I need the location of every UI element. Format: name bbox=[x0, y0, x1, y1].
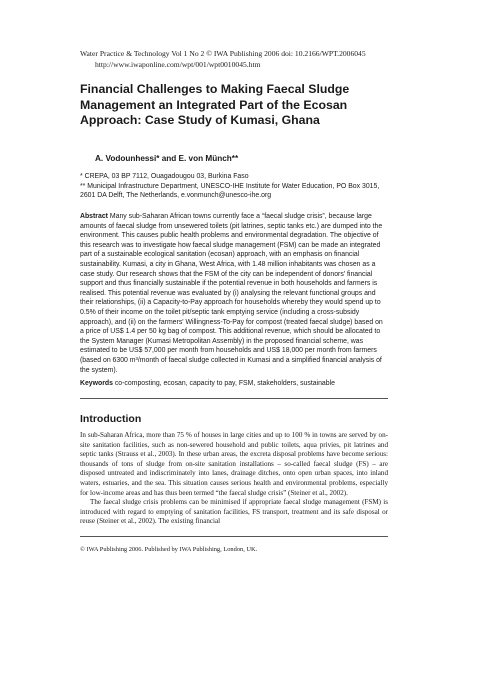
footer-divider bbox=[80, 536, 388, 537]
abstract-label: Abstract bbox=[80, 213, 108, 220]
introduction-heading: Introduction bbox=[80, 413, 142, 425]
journal-url[interactable]: http://www.iwaponline.com/wpt/001/wpt0010045.htm bbox=[95, 60, 261, 69]
introduction-paragraph-1: In sub-Saharan Africa, more than 75 % of houses in large cities and up to 100 % in towns are served by on-site sanitation facilities, such as non-sewered household and public toilets, aqua privies, pit latrines and septic tanks (Strauss et al., 2003). In these urban areas, the excreta disposal problems have become serious: thousands of tons of sludge from on-site sanitation installations – so-called faecal sludge (FS) – are disposed untreated and indiscriminately into lanes, drainage ditches, onto open urban spaces, into inland waters, estuaries, and the sea. This situation causes serious health and environmental problems, especially for low-income areas and has thus been termed “the faecal sludge crisis” (Steiner et al., 2002). bbox=[80, 431, 388, 497]
affiliation-2: ** Municipal Infrastructure Department, UNESCO-IHE Institute for Water Education, PO Box 3015, 2601 DA Delft, The Netherlands, e.vonmunch@unesco-ihe.org bbox=[80, 182, 380, 200]
abstract bbox=[80, 212, 388, 375]
introduction-paragraph-2: The faecal sludge crisis problems can be minimised if appropriate faecal sludge management (FSM) is introduced with regard to emptying of sanitation facilities, FS transport, treatment and its safe disposal or reuse (Steiner et al., 2002). The existing financial bbox=[80, 498, 388, 526]
keywords bbox=[80, 379, 388, 389]
paper-title: Financial Challenges to Making Faecal Sludge Management an Integrated Part of the Ecosan Approach: Case Study of Kumasi, Ghana bbox=[80, 82, 350, 127]
affiliation-1: * CREPA, 03 BP 7112, Ouagadougou 03, Burkina Faso bbox=[80, 173, 249, 180]
introduction-body bbox=[80, 431, 388, 527]
author-list: A. Vodounhessi* and E. von Münch** bbox=[95, 154, 239, 163]
keywords-label: Keywords bbox=[80, 380, 113, 387]
journal-citation: Water Practice & Technology Vol 1 No 2 © IWA Publishing 2006 doi: 10.2166/WPT.2006045 bbox=[80, 49, 366, 58]
section-divider bbox=[80, 398, 388, 399]
journal-header bbox=[80, 48, 388, 70]
affiliations bbox=[80, 172, 388, 201]
abstract-text: Many sub-Saharan African towns currently face a “faecal sludge crisis”, because large amounts of faecal sludge from unsewered toilets (pit latrines, septic tanks etc.) are dumped into the environment. This causes public health problems and environmental degradation. The objective of this research was to investigate how faecal sludge management (FSM) can be made an integrated part of a sustainable ecological sanitation (ecosan) approach, with an emphasis on financial sustainability. Kumasi, a city in Ghana, West Africa, with 1.48 million inhabitants was chosen as a case study. Our research shows that the FSM of the city can be independent of donors' financial support and thus financially sustainable if the potential revenue in both households and farmers is realised. This potential revenue was evaluated by (i) analysing the relevant functional groups and their relationships, (ii) a Capacity-to-Pay approach for households whereby they would spend up to 0.5% of their income on the toilet pit/septic tank emptying service (including a cross-subsidy approach), and (ii) on the farmers' Willingness-To-Pay for compost (treated faecal sludge) based on a price of US$ 1.4 per 50 kg bag of compost. This additional revenue, which should be allocated to the System Manager (Kumasi Metropolitan Assembly) in the proposed financial scheme, was estimated to be US$ 57,000 per month from households and US$ 18,000 per month from farmers (based on 6300 m³/month of faecal sludge collected in Kumasi and a simplified financial analysis of the system). bbox=[80, 213, 383, 374]
copyright-footer: © IWA Publishing 2006. Published by IWA Publishing, London, UK. bbox=[80, 546, 258, 553]
keywords-text: co-composting, ecosan, capacity to pay, FSM, stakeholders, sustainable bbox=[112, 380, 335, 387]
